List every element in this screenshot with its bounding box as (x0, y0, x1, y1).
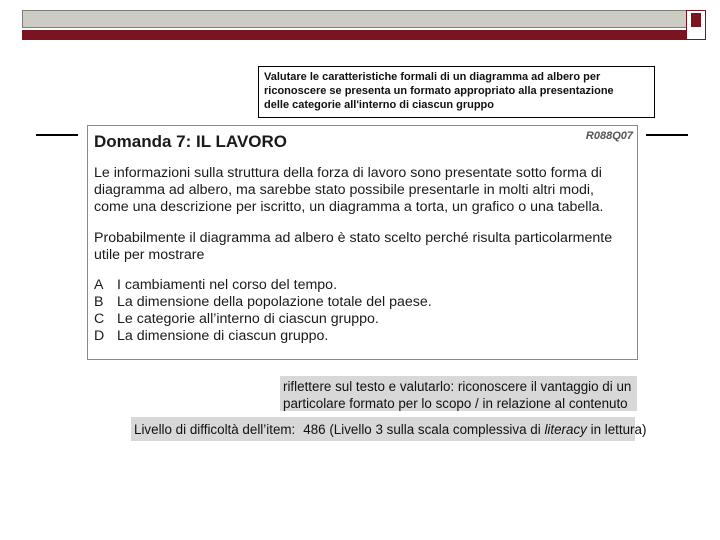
question-title: Domanda 7: IL LAVORO (94, 132, 288, 151)
question-paragraph-2 (94, 230, 624, 264)
difficulty-tail: in lettura) (590, 422, 647, 437)
option-text: La dimensione della popolazione totale del paese. (117, 294, 432, 310)
option-letter: A (94, 277, 104, 293)
aspect-note (280, 376, 637, 411)
text-line: utile per mostrare (94, 247, 205, 263)
option-letter: C (94, 311, 105, 327)
title-bar-decoration (22, 10, 706, 40)
text-line: Le informazioni sulla struttura della forza di lavoro sono presentate sotto forma di (94, 165, 602, 181)
option-d (94, 328, 624, 345)
difficulty-label: Livello di difficoltà dell’item: (134, 422, 296, 437)
title-bar-square-ornament (686, 10, 706, 40)
note-line: particolare formato per lo scopo / in relazione al contenuto (283, 396, 628, 411)
option-a (94, 277, 624, 294)
question-paragraph-1 (94, 165, 624, 216)
caption-line: delle categorie all'interno di ciascun gruppo (264, 99, 494, 111)
question-code: R088Q07 (585, 130, 633, 142)
option-text: La dimensione di ciascun gruppo. (117, 328, 329, 344)
difficulty-note (131, 417, 647, 441)
caption-line: riconoscere se presenta un formato appropriato alla presentazione (264, 85, 614, 97)
caption-line: Valutare le caratteristiche formali di un diagramma ad albero per (264, 71, 601, 83)
text-line: come una descrizione per iscritto, un diagramma a torta, un grafico o una tabella. (94, 199, 604, 215)
option-text: Le categorie all’interno di ciascun gruppo. (117, 311, 379, 327)
note-line: riflettere sul testo e valutarlo: riconoscere il vantaggio di un (283, 379, 632, 394)
horizontal-rule-right (646, 134, 688, 136)
text-line: diagramma ad albero, ma sarebbe stato possibile presentarle in molti altri modi, (94, 182, 594, 198)
difficulty-term: literacy (544, 422, 587, 437)
option-letter: D (94, 328, 105, 344)
text-line: Probabilmente il diagramma ad albero è stato scelto perché risulta particolarmente (94, 230, 613, 246)
slide-caption-box (258, 66, 655, 118)
title-bar-dark-strip (22, 30, 706, 40)
answer-options (94, 277, 624, 345)
option-b (94, 294, 624, 311)
question-box (87, 125, 638, 360)
horizontal-rule-left (36, 134, 78, 136)
option-c (94, 311, 624, 328)
option-text: I cambiamenti nel corso del tempo. (117, 277, 338, 293)
difficulty-value: 486 (Livello 3 sulla scala complessiva di (303, 422, 541, 437)
option-letter: B (94, 294, 104, 310)
title-bar-light-strip (22, 10, 706, 28)
